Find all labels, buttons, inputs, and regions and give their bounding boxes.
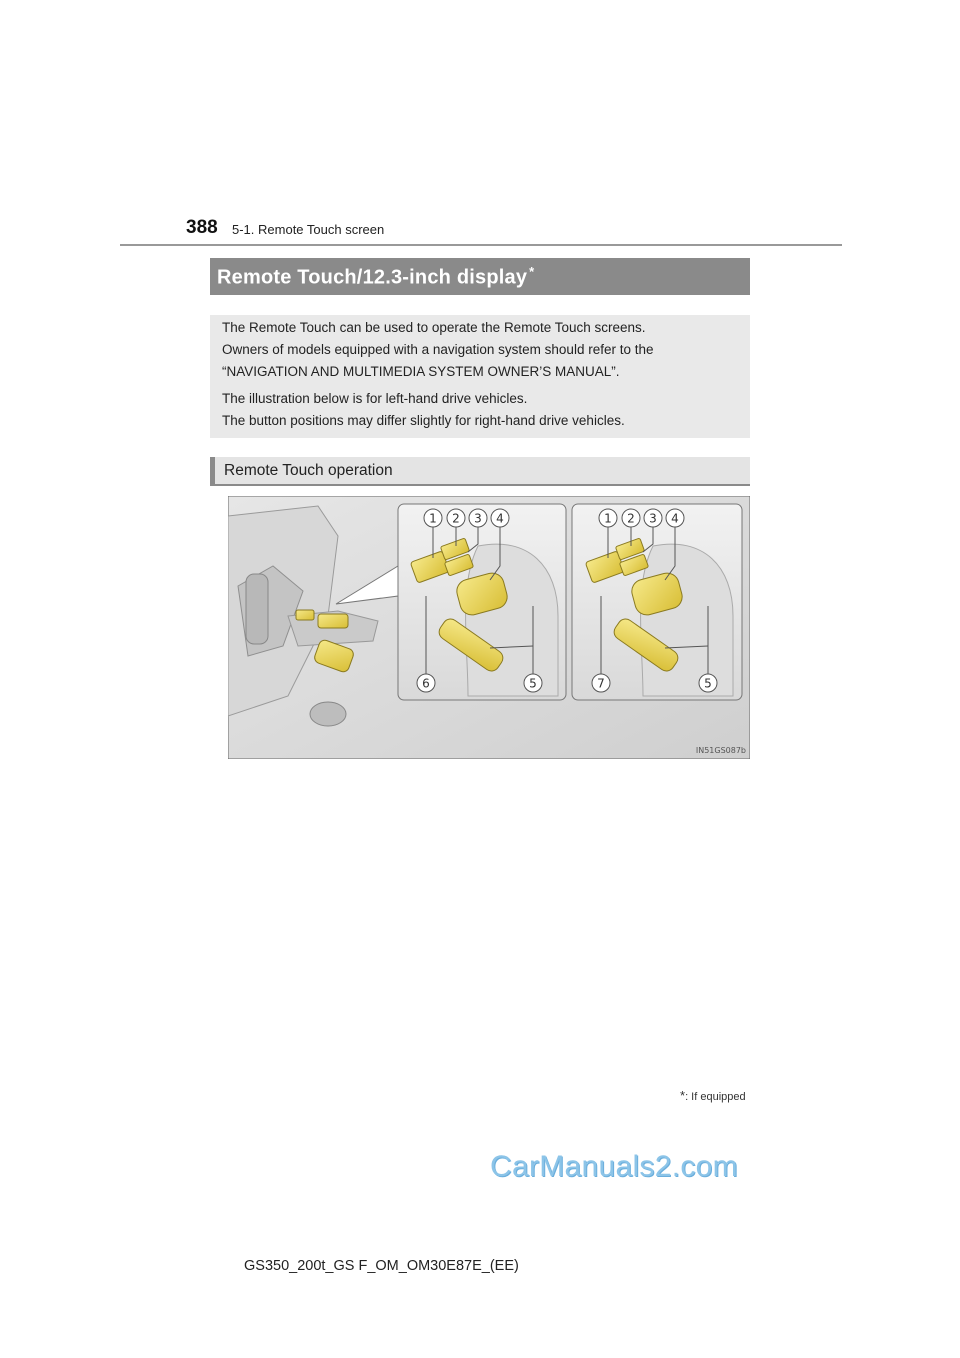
- subsection-accent: [210, 457, 215, 486]
- footnote: [680, 1088, 746, 1103]
- svg-text:2: 2: [627, 511, 635, 526]
- footnote-text: : If equipped: [685, 1091, 746, 1103]
- callout-left-1: [424, 509, 442, 527]
- svg-text:5: 5: [704, 676, 712, 691]
- intro-line-4: The illustration below is for left-hand drive vehicles.: [222, 391, 528, 406]
- svg-text:3: 3: [649, 511, 657, 526]
- footnote-mark: *: [680, 1088, 686, 1103]
- detail-panel-right: [572, 504, 742, 700]
- intro-line-5: The button positions may differ slightly for right-hand drive vehicles.: [222, 413, 625, 428]
- detail-panel-left: [398, 504, 566, 700]
- svg-text:1: 1: [429, 511, 437, 526]
- callout-left-5: [524, 674, 542, 692]
- callout-left-3: [469, 509, 487, 527]
- section-title: [217, 264, 534, 290]
- watermark-logo: CarManuals2.com: [490, 1150, 738, 1183]
- section-title-text: Remote Touch/12.3-inch display: [217, 266, 528, 289]
- remote-touch-illustration: [228, 496, 750, 759]
- callout-right-2: [622, 509, 640, 527]
- section-reference: 5-1. Remote Touch screen: [232, 222, 385, 237]
- equipped-mark: *: [529, 264, 535, 279]
- callout-left-2: [447, 509, 465, 527]
- callout-right-5: [699, 674, 717, 692]
- callout-left-4: [491, 509, 509, 527]
- callout-right-4: [666, 509, 684, 527]
- svg-text:3: 3: [474, 511, 482, 526]
- illustration-code: IN51GS087b: [695, 746, 746, 755]
- svg-text:5: 5: [529, 676, 537, 691]
- intro-line-2: Owners of models equipped with a navigation system should refer to the: [222, 342, 654, 357]
- intro-line-1: The Remote Touch can be used to operate the Remote Touch screens.: [222, 320, 646, 335]
- remote-pad-overview: [318, 614, 348, 628]
- svg-text:4: 4: [496, 511, 504, 526]
- header-divider: [120, 244, 842, 246]
- callout-left-6: [417, 674, 435, 692]
- callout-right-7: [592, 674, 610, 692]
- svg-text:6: 6: [422, 676, 430, 691]
- subsection-title: Remote Touch operation: [224, 462, 393, 479]
- svg-text:7: 7: [597, 676, 605, 691]
- svg-text:2: 2: [452, 511, 460, 526]
- remote-button-overview: [296, 610, 314, 620]
- svg-text:1: 1: [604, 511, 612, 526]
- callout-right-1: [599, 509, 617, 527]
- intro-line-3: “NAVIGATION AND MULTIMEDIA SYSTEM OWNER’S MANUAL”.: [222, 364, 620, 379]
- page-number: 388: [186, 217, 218, 238]
- callout-right-3: [644, 509, 662, 527]
- manual-code: GS350_200t_GS F_OM_OM30E87E_(EE): [244, 1258, 519, 1274]
- svg-text:4: 4: [671, 511, 679, 526]
